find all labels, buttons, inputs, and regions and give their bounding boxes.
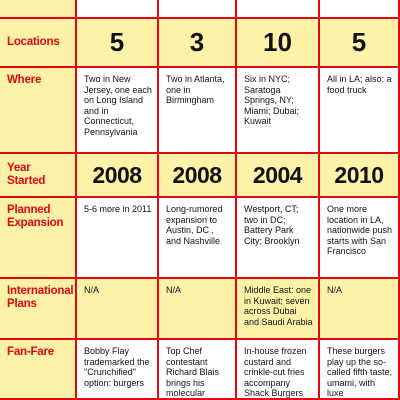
fanfare-value-3: In-house frozen custard and crinkle-cut fries accompany Shack Burgers — [237, 340, 320, 400]
international-value-2: N/A — [159, 279, 237, 340]
international-value-3: Middle East: one in Kuwait; seven across Dubai and Saudi Arabia — [237, 279, 320, 340]
row-label-where: Where — [0, 68, 77, 154]
expansion-value-3: Westport, CT; two in DC; Battery Park City; Brooklyn — [237, 198, 320, 279]
locations-value-2: 3 — [159, 19, 237, 68]
row-label-international-plans: International Plans — [0, 279, 77, 340]
locations-value-3: 10 — [237, 19, 320, 68]
top-cell-2 — [159, 0, 237, 19]
fanfare-value-1: Bobby Flay trademarked the "Crunchified" option: burgers — [77, 340, 159, 400]
fanfare-value-2: Top Chef contestant Richard Blais brings his molecular — [159, 340, 237, 400]
year-value-3: 2004 — [237, 154, 320, 198]
international-value-4: N/A — [320, 279, 400, 340]
top-header-cell — [0, 0, 77, 19]
top-cell-1 — [77, 0, 159, 19]
locations-value-4: 5 — [320, 19, 400, 68]
where-value-3: Six in NYC; Saratoga Springs, NY; Miami; Dubai; Kuwait — [237, 68, 320, 154]
expansion-value-4: One more location in LA, nationwide push starts with San Francisco — [320, 198, 400, 279]
top-cell-4 — [320, 0, 400, 19]
where-value-4: All in LA; also: a food truck — [320, 68, 400, 154]
fanfare-value-4: These burgers play up the so-called fifth taste, umami, with luxe — [320, 340, 400, 400]
row-label-planned-expansion: Planned Expansion — [0, 198, 77, 279]
where-value-1: Two in New Jersey, one each on Long Island and in Connecticut, Pennsylvania — [77, 68, 159, 154]
expansion-value-2: Long-rumored expansion to Austin, DC , and Nashville — [159, 198, 237, 279]
top-cell-3 — [237, 0, 320, 19]
row-label-year-started: Year Started — [0, 154, 77, 198]
where-value-2: Two in Atlanta, one in Birmingham — [159, 68, 237, 154]
international-value-1: N/A — [77, 279, 159, 340]
row-label-locations: Locations — [0, 19, 77, 68]
locations-value-1: 5 — [77, 19, 159, 68]
year-value-2: 2008 — [159, 154, 237, 198]
year-value-1: 2008 — [77, 154, 159, 198]
year-value-4: 2010 — [320, 154, 400, 198]
expansion-value-1: 5-6 more in 2011 — [77, 198, 159, 279]
row-label-fan-fare: Fan-Fare — [0, 340, 77, 400]
